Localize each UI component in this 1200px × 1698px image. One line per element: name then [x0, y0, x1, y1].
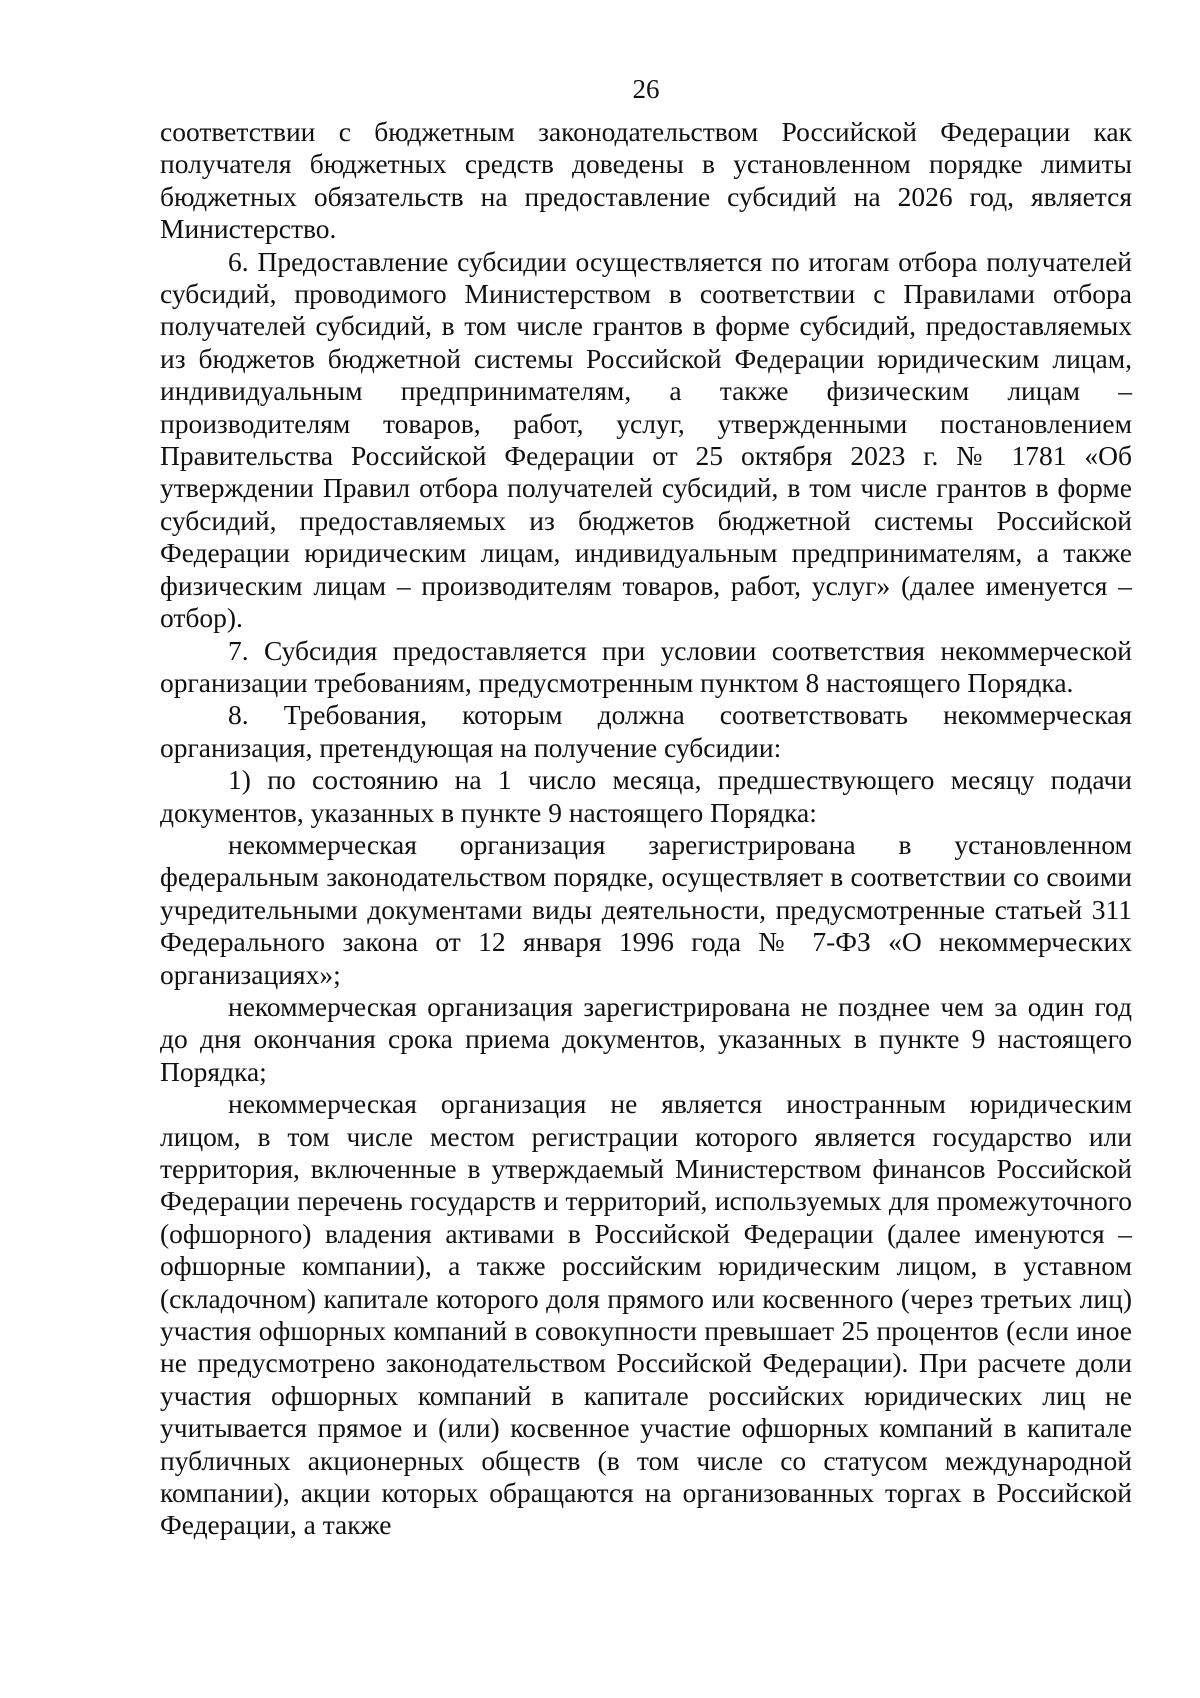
paragraph-requirement-offshore: некоммерческая организация не является иностранным юридическим лицом, в том числе местом регистрации которого является государство или территория, включенные в утверждаемый Министерством финансов Российской Федерации перечень государств и территорий, используемых для промежуточного (офшорного) владения активами в Российской Федерации (далее именуются – офшорные компании), а также российским юридическим лицом, в уставном (складочном) капитале которого доля прямого или косвенного (через третьих лиц) участия офшорных компаний в совокупности превышает 25 процентов (если иное не предусмотрено законодательством Российской Федерации). При расчете доли участия офшорных компаний в капитале российских юридических лиц не учитывается прямое и (или) косвенное участие офшорных компаний в капитале публичных акционерных обществ (в том числе со статусом международной компании), акции которых обращаются на организованных торгах в Российской Федерации, а также [160, 1088, 1132, 1541]
page-number: 26 [632, 74, 660, 104]
paragraph-requirement-registration: некоммерческая организация зарегистрирована в установленном федеральным законодательством порядке, осуществляет в соответствии со своими учредительными документами виды деятельности, предусмотренные статьей 311 Федерального закона от 12 января 1996 года № 7-ФЗ «О некоммерческих организациях»; [160, 828, 1132, 990]
paragraph-item-7: 7. Субсидия предоставляется при условии соответствия некоммерческой организации требованиям, предусмотренным пунктом 8 настоящего Порядка. [160, 634, 1132, 698]
paragraph-subitem-1: 1) по состоянию на 1 число месяца, предшествующего месяцу подачи документов, указанных в пункте 9 настоящего Порядка: [160, 764, 1132, 828]
document-page [160, 70, 1132, 1542]
paragraph-item-8: 8. Требования, которым должна соответствовать некоммерческая организация, претендующая на получение субсидии: [160, 699, 1132, 763]
paragraph-requirement-registration-date: некоммерческая организация зарегистрирована не позднее чем за один год до дня окончания срока приема документов, указанных в пункте 9 настоящего Порядка; [160, 990, 1132, 1087]
paragraph-item-6: 6. Предоставление субсидии осуществляется по итогам отбора получателей субсидий, проводимого Министерством в соответствии с Правилами отбора получателей субсидий, в том числе грантов в форме субсидий, предоставляемых из бюджетов бюджетной системы Российской Федерации юридическим лицам, индивидуальным предпринимателям, а также физическим лицам – производителям товаров, работ, услуг, утвержденными постановлением Правительства Российской Федерации от 25 октября 2023 г. № 1781 «Об утверждении Правил отбора получателей субсидий, в том числе грантов в форме субсидий, предоставляемых из бюджетов бюджетной системы Российской Федерации юридическим лицам, индивидуальным предпринимателям, а также физическим лицам – производителям товаров, работ, услуг» (далее именуется – отбор). [160, 245, 1132, 634]
paragraph-continuation: соответствии с бюджетным законодательством Российской Федерации как получателя бюджетных средств доведены в установленном порядке лимиты бюджетных обязательств на предоставление субсидий на 2026 год, является Министерство. [160, 116, 1132, 245]
